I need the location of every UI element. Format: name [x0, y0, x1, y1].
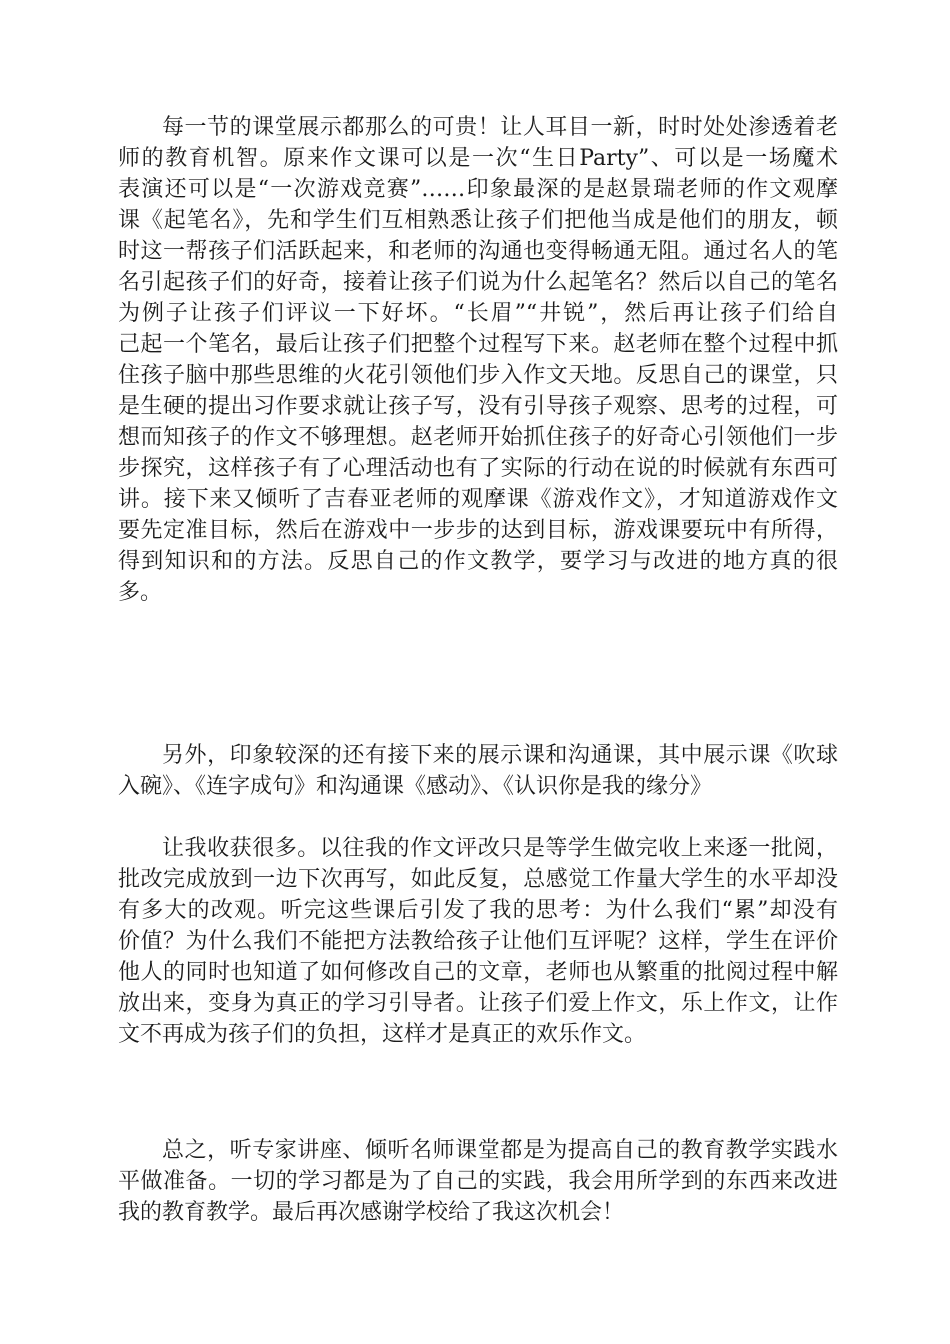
text-line: 课《起笔名》，先和学生们互相熟悉让孩子们把他当成是他们的朋友，顿	[118, 208, 838, 233]
text-line: 总之，听专家讲座、倾听名师课堂都是为提高自己的教育教学实践水	[162, 1138, 838, 1163]
paragraph-gains	[118, 833, 838, 1050]
text-line: 时这一帮孩子们活跃起来，和老师的沟通也变得畅通无阻。通过名人的笔	[118, 239, 838, 264]
text-line: 师的教育机智。原来作文课可以是一次“生日Party”、可以是一场魔术	[118, 146, 838, 171]
text-line: 想而知孩子的作文不够理想。赵老师开始抓住孩子的好奇心引领他们一步	[118, 425, 838, 450]
text-line: 名引起孩子们的好奇，接着让孩子们说为什么起笔名？然后以自己的笔名	[118, 270, 838, 295]
text-line: 住孩子脑中那些思维的火花引领他们步入作文天地。反思自己的课堂，只	[118, 363, 838, 388]
text-line: 讲。接下来又倾听了吉春亚老师的观摩课《游戏作文》，才知道游戏作文	[118, 487, 838, 512]
text-line: 文不再成为孩子们的负担，这样才是真正的欢乐作文。	[118, 1022, 647, 1047]
text-line: 他人的同时也知道了如何修改自己的文章，老师也从繁重的批阅过程中解	[118, 960, 838, 985]
text-line: 另外，印象较深的还有接下来的展示课和沟通课，其中展示课《吹球	[162, 743, 838, 768]
text-line: 是生硬的提出习作要求就让孩子写，没有引导孩子观察、思考的过程，可	[118, 394, 838, 419]
paragraph-conclusion	[118, 1135, 838, 1228]
text-line: 批改完成放到一边下次再写，如此反复，总感觉工作量大学生的水平却没	[118, 867, 838, 892]
text-line: 要先定准目标，然后在游戏中一步步的达到目标，游戏课要玩中有所得，	[118, 518, 838, 543]
text-line: 让我收获很多。以往我的作文评改只是等学生做完收上来逐一批阅，	[162, 836, 838, 861]
text-line: 放出来，变身为真正的学习引导者。让孩子们爱上作文，乐上作文，让作	[118, 991, 838, 1016]
text-line: 平做准备。一切的学习都是为了自己的实践，我会用所学到的东西来改进	[118, 1169, 838, 1194]
text-line: 价值？为什么我们不能把方法教给孩子让他们互评呢？这样，学生在评价	[118, 929, 838, 954]
text-line: 有多大的改观。听完这些课后引发了我的思考：为什么我们“累”却没有	[118, 898, 838, 923]
text-line: 我的教育教学。最后再次感谢学校给了我这次机会！	[118, 1200, 625, 1225]
text-line: 表演还可以是“一次游戏竞赛”……印象最深的是赵景瑞老师的作文观摩	[118, 177, 838, 202]
text-line: 入碗》、《连字成句》和沟通课《感动》、《认识你是我的缘分》	[118, 774, 713, 799]
paragraph-other-lessons	[118, 740, 838, 802]
text-line: 每一节的课堂展示都那么的可贵！让人耳目一新，时时处处渗透着老	[162, 115, 838, 140]
text-line: 多。	[118, 580, 163, 605]
paragraph-classroom-demos	[118, 112, 838, 608]
text-line: 得到知识和的方法。反思自己的作文教学，要学习与改进的地方真的很	[118, 549, 838, 574]
text-line: 己起一个笔名，最后让孩子们把整个过程写下来。赵老师在整个过程中抓	[118, 332, 838, 357]
text-line: 步探究，这样孩子有了心理活动也有了实际的行动在说的时候就有东西可	[118, 456, 838, 481]
text-line: 为例子让孩子们评议一下好坏。“长眉”“井锐”，然后再让孩子们给自	[118, 301, 838, 326]
